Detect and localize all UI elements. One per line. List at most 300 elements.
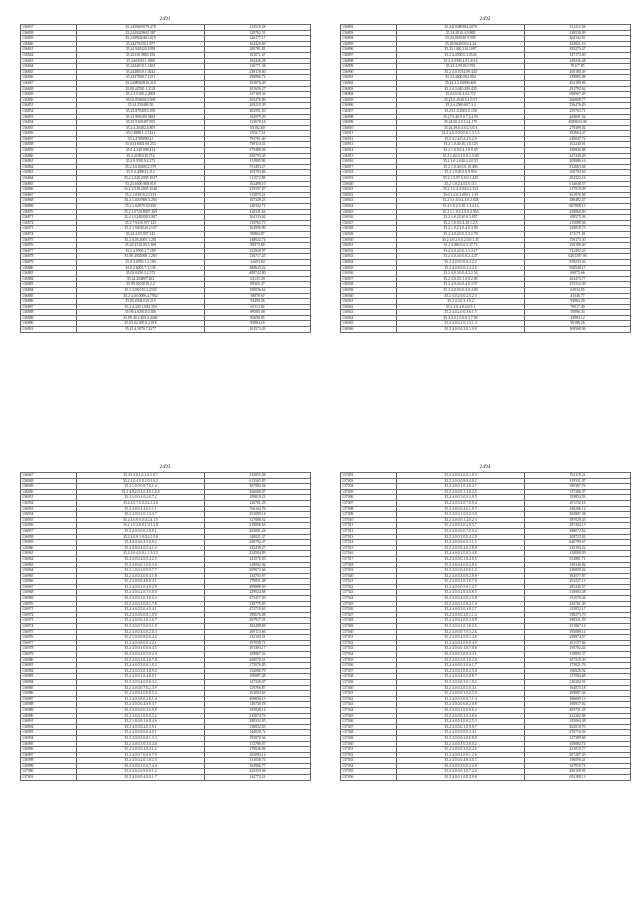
row-id-cell: 137033: [341, 646, 397, 652]
coordinate-cell: 35.2 1.0.2.4.03.0.113: [397, 181, 525, 187]
row-id-cell: 136848: [21, 86, 77, 92]
row-id-cell: 136867: [21, 192, 77, 198]
row-id-cell: 137023: [341, 590, 397, 596]
value-cell: 147169.34: [205, 92, 311, 98]
row-id-cell: 136908: [341, 114, 397, 120]
value-cell: 80975.88: [205, 243, 311, 249]
row-id-cell: 136885: [21, 293, 77, 299]
coordinate-cell: 35.2 4.0.0.0.4.0.0.4.1: [77, 579, 205, 585]
row-id-cell: 136905: [341, 97, 397, 103]
coordinate-table: [340, 24, 631, 333]
value-cell: 266808.77: [525, 97, 631, 103]
row-id-cell: 136983: [21, 674, 77, 680]
value-cell: 198273.70: [525, 612, 631, 618]
coordinate-cell: 35.2 4.0.0.4.0.0.1.4.8: [397, 635, 525, 641]
value-cell: 180781.81: [205, 47, 311, 53]
value-cell: 109867.32: [205, 652, 311, 658]
value-cell: 751493.27: [205, 164, 311, 170]
value-cell: 234584.89: [205, 551, 311, 557]
row-id-cell: 136888: [21, 310, 77, 316]
coordinate-cell: 35.2 4.0.0.2.0.1.0.7.0: [397, 579, 525, 585]
coordinate-cell: 35.24.4.05.007.243: [77, 231, 205, 237]
value-cell: 667808.13: [525, 204, 631, 210]
coordinate-cell: 35.2 1.1.0.0.2.0.0.4.955: [397, 209, 525, 215]
row-id-cell: 136976: [21, 635, 77, 641]
coordinate-cell: 35.2 4.0.0.1.0.1.0.2.5: [397, 624, 525, 630]
row-id-cell: 136880: [21, 265, 77, 271]
coordinate-cell: 35.2 1.0.0.1.0.2.0.7.2: [77, 495, 205, 501]
row-id-cell: 136873: [21, 226, 77, 232]
coordinate-cell: 35.24.0.02.4.02.772: [397, 92, 525, 98]
row-id-cell: 137028: [341, 618, 397, 624]
row-id-cell: 136865: [21, 181, 77, 187]
coordinate-cell: 35.2 4.0.0.1.0.0.2.1.9: [397, 601, 525, 607]
value-cell: 279309.02: [525, 125, 631, 131]
value-cell: 290109.95: [525, 769, 631, 775]
row-id-cell: 136893: [341, 30, 397, 36]
table-row: [21, 327, 311, 333]
coordinate-cell: 35.2448010.1.0242: [77, 69, 205, 75]
value-cell: 266009.13: [525, 696, 631, 702]
coordinate-cell: 35.2 2.428.2005.1047: [77, 176, 205, 182]
row-id-cell: 136975: [21, 629, 77, 635]
row-id-cell: 136989: [21, 707, 77, 713]
page-number: 2491: [159, 16, 171, 22]
value-cell: 6201307.00: [525, 254, 631, 260]
value-cell: 222359.56: [205, 769, 311, 775]
row-id-cell: 136886: [21, 299, 77, 305]
page-number: 2493: [159, 464, 171, 470]
coordinate-cell: 35.2 4 5100.2.2004: [77, 92, 205, 98]
row-id-cell: 137026: [341, 607, 397, 613]
row-id-cell: 136949: [21, 484, 77, 490]
coordinate-cell: 35.2 4108.010.716: [77, 153, 205, 159]
row-id-cell: 136891: [21, 327, 77, 333]
coordinate-cell: 35.2 4.0.0.0.3.0.0.4.5: [397, 747, 525, 753]
row-id-cell: 136948: [21, 478, 77, 484]
coordinate-cell: 35.2 1.0.05.0.0.9.954: [397, 170, 525, 176]
value-cell: 90804.87: [205, 231, 311, 237]
coordinate-cell: 35.2 4.0.0.2.0.4.0.2.9: [77, 584, 205, 590]
coordinate-cell: 35.0 4.409023.312: [77, 170, 205, 176]
value-cell: 117019.09: [525, 187, 631, 193]
coordinate-cell: 35.24.00.2.0.14.4.179: [397, 120, 525, 126]
value-cell: 439763.71: [525, 108, 631, 114]
value-cell: 231019.77: [525, 747, 631, 753]
coordinate-cell: 35.2447000.7.1251: [77, 75, 205, 81]
value-cell: 471171.81: [525, 231, 631, 237]
row-id-cell: 136878: [21, 254, 77, 260]
coordinate-cell: 35.2448020810.218: [77, 80, 205, 86]
row-id-cell: 137045: [341, 713, 397, 719]
row-id-cell: 137047: [341, 724, 397, 730]
value-cell: 140821.37: [205, 534, 311, 540]
coordinate-cell: 35.2 4.0.0.0.4.0.0.3.7: [77, 702, 205, 708]
coordinate-cell: 35.2 4.0.0.0.3.0.1.0.2: [397, 679, 525, 685]
row-id-cell: 136857: [21, 136, 77, 142]
row-id-cell: 137031: [341, 635, 397, 641]
row-id-cell: 136928: [341, 226, 397, 232]
value-cell: 137286.07: [525, 489, 631, 495]
coordinate-cell: 35.2 9.95019.4.173: [77, 159, 205, 165]
row-id-cell: 136919: [341, 176, 397, 182]
coordinate-cell: 35.2 1.0.2.040.4.2.0.55: [397, 159, 525, 165]
coordinate-cell: 35.2 4.0.0.4.0.0.2.5.8: [397, 596, 525, 602]
coordinate-cell: 35.2 4.0.4.0.0.0.6.1.3.5.5: [397, 131, 525, 137]
value-cell: 291792.62: [525, 86, 631, 92]
value-cell: 105028.14: [205, 707, 311, 713]
value-cell: 475417.50: [205, 596, 311, 602]
coordinate-cell: 35.2 1.020.800.3.204: [77, 198, 205, 204]
coordinate-cell: 35.24.050330.9.905: [397, 36, 525, 42]
coordinate-cell: 35.2 4.0.0.2.0.0.1.7.8: [77, 601, 205, 607]
row-id-cell: 136962: [21, 556, 77, 562]
value-cell: 302907.38: [525, 512, 631, 518]
coordinate-cell: 35.2 4.0.0.4.0.0.0.8.7: [397, 674, 525, 680]
coordinate-cell: 35.24.49.0.4.0.2.3.0.3: [397, 125, 525, 131]
coordinate-table: [340, 472, 631, 781]
coordinate-cell: 35.2 1.0.2.0.0.1.0.1.2.8: [77, 523, 205, 529]
row-id-cell: 137046: [341, 719, 397, 725]
row-id-cell: 136966: [21, 579, 77, 585]
value-cell: 123518.28: [205, 25, 311, 31]
row-id-cell: 136895: [341, 41, 397, 47]
coordinate-cell: 35.2443029843.587: [77, 30, 205, 36]
value-cell: 263721.35: [525, 707, 631, 713]
row-id-cell: 136898: [341, 58, 397, 64]
value-cell: 219331.07: [525, 478, 631, 484]
coordinate-cell: 35.2 6.05.2005.1.281: [77, 237, 205, 243]
coordinate-cell: 35.2 4.0.0.2.0.1.3.3.7: [77, 512, 205, 518]
value-cell: 712492.23: [525, 248, 631, 254]
coordinate-cell: 35.2 4.0.0.8.0.2.0.1.4: [77, 696, 205, 702]
coordinate-cell: 35.2 4.0.0.5.0.1.0.2.9: [397, 657, 525, 663]
row-id-cell: 136991: [21, 719, 77, 725]
value-cell: 226302.91: [525, 679, 631, 685]
row-id-cell: 136930: [341, 237, 397, 243]
value-cell: 613565.85: [205, 478, 311, 484]
row-id-cell: 136942: [341, 304, 397, 310]
row-id-cell: 136876: [21, 243, 77, 249]
coordinate-cell: 35.2 4.0.0.3.0.2.0.7.8: [77, 657, 205, 663]
row-id-cell: 136837: [21, 25, 77, 31]
value-cell: 179036.96: [205, 747, 311, 753]
row-id-cell: 137048: [341, 730, 397, 736]
value-cell: 22603.84: [205, 259, 311, 265]
row-id-cell: 136884: [21, 287, 77, 293]
row-id-cell: 136920: [341, 181, 397, 187]
value-cell: 126377.17: [205, 36, 311, 42]
coordinate-cell: 35.2 4.0.0.1.4.0.5.1.1: [77, 506, 205, 512]
coordinate-cell: 35.0 4.240.008.414: [77, 148, 205, 154]
row-id-cell: 136997: [21, 752, 77, 758]
coordinate-cell: 35.2 4.0.0.5.0.0.1.8.2: [77, 663, 205, 669]
value-cell: 102240.81: [525, 142, 631, 148]
row-id-cell: 136967: [21, 584, 77, 590]
row-id-cell: 136904: [341, 92, 397, 98]
coordinate-cell: 35.2 4.0.0.0.4.0.2.1.2: [77, 747, 205, 753]
value-cell: 208792.47: [205, 540, 311, 546]
value-cell: 162498.10: [205, 181, 311, 187]
value-cell: 196090.41: [525, 758, 631, 764]
row-id-cell: 136877: [21, 248, 77, 254]
coordinate-cell: 35.2 4.0.0.8.0.0.4.0.1: [77, 730, 205, 736]
value-cell: 111572.88: [205, 176, 311, 182]
coordinate-cell: 35.2 4.0.0.3.0.0.7.1.3: [397, 696, 525, 702]
coordinate-cell: 35.2 4.0.0.2.0.1.0.2.3: [77, 758, 205, 764]
value-cell: 173021.76: [525, 663, 631, 669]
row-id-cell: 136996: [21, 747, 77, 753]
coordinate-cell: 35.2 4.0.0.4.0.5.4.1.0: [77, 545, 205, 551]
row-id-cell: 136981: [21, 663, 77, 669]
value-cell: 259869.80: [525, 209, 631, 215]
row-id-cell: 137043: [341, 702, 397, 708]
value-cell: 132103.51: [205, 635, 311, 641]
value-cell: 291152.16: [525, 500, 631, 506]
row-id-cell: 136894: [341, 36, 397, 42]
row-id-cell: 136978: [21, 646, 77, 652]
value-cell: 89585.08: [205, 310, 311, 316]
coordinate-cell: 35.0 2.6005.7.1.136: [77, 265, 205, 271]
value-cell: 136771.38: [205, 64, 311, 70]
row-id-cell: 136843: [21, 58, 77, 64]
value-cell: 143855.08: [205, 473, 311, 479]
coordinate-cell: 35.2 4.0.0.1.0.0.2.5.0: [397, 668, 525, 674]
value-cell: 620799.67: [525, 540, 631, 546]
value-cell: 150346.84: [525, 562, 631, 568]
value-cell: 253312.49: [525, 282, 631, 288]
value-cell: 172780.07: [205, 741, 311, 747]
row-id-cell: 136862: [21, 164, 77, 170]
row-id-cell: 136999: [21, 763, 77, 769]
coordinate-cell: 35.23.0.4540.5.1.0.57: [397, 97, 525, 103]
coordinate-cell: 35.2 4.0.0.0.5.0.1.2.7: [397, 584, 525, 590]
value-cell: 690967.49: [525, 92, 631, 98]
coordinate-cell: 35.25 9160407.853: [77, 120, 205, 126]
coordinate-cell: 35.2 4.0.7.0.0.0.4.1.2.6: [77, 500, 205, 506]
row-id-cell: 137041: [341, 691, 397, 697]
row-id-cell: 137051: [341, 747, 397, 753]
coordinate-cell: 35.24 840320.1958: [77, 47, 205, 53]
row-id-cell: 136957: [21, 528, 77, 534]
value-cell: 301659.27: [205, 86, 311, 92]
value-cell: 100087.48: [205, 674, 311, 680]
row-id-cell: 136977: [21, 640, 77, 646]
row-id-cell: 137008: [341, 506, 397, 512]
value-cell: 310903.38: [525, 590, 631, 596]
row-id-cell: 137022: [341, 584, 397, 590]
value-cell: 105703.86: [205, 170, 311, 176]
coordinate-cell: 35.2 4.0.0.1.0.3.0.0.2: [397, 741, 525, 747]
row-id-cell: 136845: [21, 69, 77, 75]
value-cell: 209072.66: [205, 568, 311, 574]
coordinate-cell: 35.24 4.09.010.769: [397, 64, 525, 70]
row-id-cell: 136946: [341, 327, 397, 333]
coordinate-cell: 35.2 1.9401020.2147: [77, 226, 205, 232]
coordinate-cell: 35.2 4.0.0.1.0.0.0.3.2: [77, 713, 205, 719]
value-cell: 180482.37: [525, 198, 631, 204]
value-cell: 190397.76: [525, 484, 631, 490]
row-id-cell: 137030: [341, 629, 397, 635]
row-id-cell: 136968: [21, 590, 77, 596]
row-id-cell: 137035: [341, 657, 397, 663]
value-cell: 89365.37: [205, 282, 311, 288]
coordinate-cell: 35.2 4.0.0.0.2.0.6.1.7: [397, 663, 525, 669]
coordinate-cell: 35.0 4880.1.2.1421: [77, 131, 205, 137]
row-id-cell: 136938: [341, 282, 397, 288]
row-id-cell: 136847: [21, 80, 77, 86]
row-id-cell: 136959: [21, 540, 77, 546]
coordinate-cell: 35.24 2010.4.9.908: [397, 30, 525, 36]
row-id-cell: 136887: [21, 304, 77, 310]
row-id-cell: 136869: [21, 204, 77, 210]
value-cell: 263475.77: [525, 276, 631, 282]
row-id-cell: 136916: [341, 159, 397, 165]
coordinate-cell: 35.2 4.0.0.3.0.2.0.5.7: [397, 523, 525, 529]
value-cell: 443821.10: [525, 41, 631, 47]
value-cell: 148022.74: [205, 237, 311, 243]
coordinate-cell: 35.24430251.1080: [77, 58, 205, 64]
table-row: [341, 775, 631, 781]
coordinate-cell: 35.2 4.060.0.0.3.37.71: [397, 243, 525, 249]
coordinate-cell: 35.2 4.0.0.4.0.0.2.5.3: [397, 719, 525, 725]
value-cell: 514048.57: [525, 181, 631, 187]
row-id-cell: 136868: [21, 198, 77, 204]
row-id-cell: 137015: [341, 545, 397, 551]
value-cell: 347439.29: [525, 153, 631, 159]
coordinate-cell: 35.2 4.0.9.0.0.0.2.4.1.5: [77, 517, 205, 523]
row-id-cell: 136947: [21, 473, 77, 479]
row-id-cell: 136918: [341, 170, 397, 176]
value-cell: 70117.85: [525, 64, 631, 70]
row-id-cell: 136985: [21, 685, 77, 691]
value-cell: 123670.18: [205, 120, 311, 126]
value-cell: 108575.36: [525, 215, 631, 221]
row-id-cell: 137024: [341, 596, 397, 602]
coordinate-cell: 35.2 4.0.9.0.0.4.0.4.00: [397, 287, 525, 293]
row-id-cell: 137055: [341, 769, 397, 775]
row-id-cell: 136903: [341, 86, 397, 92]
row-id-cell: 136851: [21, 103, 77, 109]
coordinate-cell: 35.2419280384.2078: [397, 25, 525, 31]
value-cell: 193089.14: [525, 629, 631, 635]
value-cell: 798113.31: [205, 142, 311, 148]
row-id-cell: 137056: [341, 775, 397, 781]
value-cell: 162906.77: [205, 763, 311, 769]
coordinate-cell: 35.2 1.0720.8007.269: [77, 209, 205, 215]
row-id-cell: 137004: [341, 484, 397, 490]
row-id-cell: 136925: [341, 209, 397, 215]
coordinate-cell: 35.2 4.0.0.1.0.4.0.0.1: [77, 674, 205, 680]
coordinate-cell: 35.2 2.910.2005.1046: [77, 187, 205, 193]
value-cell: 164075.18: [525, 685, 631, 691]
row-id-cell: 136992: [21, 724, 77, 730]
coordinate-cell: 35.24270230.1.877: [77, 41, 205, 47]
row-id-cell: 136883: [21, 282, 77, 288]
value-cell: 582664.47: [525, 131, 631, 137]
coordinate-cell: 35.2 4.0.0.0.0.2.0.9.8: [77, 707, 205, 713]
coordinate-cell: 35.2 1.0.0.0.0.7.0.1.4: [77, 484, 205, 490]
value-cell: 180917.02: [525, 702, 631, 708]
coordinate-cell: 35.09.0102010.2.2: [77, 282, 205, 288]
value-cell: 209886.16: [525, 159, 631, 165]
row-id-cell: 136901: [341, 75, 397, 81]
row-id-cell: 136935: [341, 265, 397, 271]
value-cell: 379488.56: [205, 148, 311, 154]
coordinate-cell: 35.25.1440.310.1087: [397, 47, 525, 53]
value-cell: 236476.83: [525, 103, 631, 109]
row-id-cell: 136929: [341, 231, 397, 237]
value-cell: 135193.22: [525, 545, 631, 551]
row-id-cell: 136842: [21, 52, 77, 58]
coordinate-cell: 35.24.2.5.04090.400: [397, 80, 525, 86]
coordinate-cell: 35.2 4.0.0.1.0.0.2.3.0: [397, 512, 525, 518]
row-id-cell: 136853: [21, 114, 77, 120]
row-id-cell: 137019: [341, 568, 397, 574]
row-id-cell: 136980: [21, 657, 77, 663]
row-id-cell: 136913: [341, 142, 397, 148]
value-cell: 338885.88: [525, 75, 631, 81]
coordinate-cell: 35.2 4.0.0.0.1.0.7.2.4: [397, 769, 525, 775]
coordinate-cell: 35.2 4.0.0.2.0.0.1.2.6: [397, 752, 525, 758]
coordinate-cell: 35.2 4.0.0.2.0.0.4.2.5: [77, 556, 205, 562]
row-id-cell: 137039: [341, 679, 397, 685]
coordinate-cell: 35.2 4.0700.1.7.189: [77, 248, 205, 254]
table-row: [341, 327, 631, 333]
value-cell: 2352.7.34: [205, 131, 311, 137]
coordinate-cell: 35.2 4.0.0.5.0.0.1.9.5: [397, 495, 525, 501]
value-cell: 200793.45: [205, 153, 311, 159]
value-cell: 182077.87: [525, 573, 631, 579]
value-cell: 126701.29: [205, 500, 311, 506]
value-cell: 85884.18: [205, 321, 311, 327]
coordinate-cell: 35.2 4.0.0.0.1.0.7.0.6: [397, 646, 525, 652]
coordinate-cell: 35.23 4.0.1.0.1.0.5.0.7: [77, 473, 205, 479]
value-cell: 101303.17: [205, 646, 311, 652]
row-id-cell: 136998: [21, 758, 77, 764]
value-cell: 131058.74: [205, 758, 311, 764]
coordinate-cell: 35.09.4302008.1.283: [77, 254, 205, 260]
row-id-cell: 137007: [341, 500, 397, 506]
coordinate-cell: 35.2 4.0.0.5.0.0.1.3.3: [77, 735, 205, 741]
row-id-cell: 137005: [341, 489, 397, 495]
value-cell: 290846.88: [525, 148, 631, 154]
value-cell: 120019.75: [525, 226, 631, 232]
coordinate-cell: 35.2 1.03010.2.5152: [77, 192, 205, 198]
value-cell: 140332.71: [205, 204, 311, 210]
value-cell: 202001.26: [205, 528, 311, 534]
value-cell: 62934.05: [525, 287, 631, 293]
coordinate-cell: 35.24.4600.004.004: [397, 75, 525, 81]
row-id-cell: 136899: [341, 64, 397, 70]
row-id-cell: 136839: [21, 36, 77, 42]
row-id-cell: 137003: [341, 478, 397, 484]
coordinate-cell: 35.2 4.0.1034.09.444: [397, 69, 525, 75]
value-cell: 121576.05: [205, 556, 311, 562]
row-id-cell: 136936: [341, 271, 397, 277]
value-cell: 196286.12: [525, 506, 631, 512]
row-id-cell: 136852: [21, 108, 77, 114]
coordinate-cell: 35.2 4.0.0.0.1.0.9.0.7: [397, 724, 525, 730]
value-cell: 144020.72: [205, 730, 311, 736]
row-id-cell: 136915: [341, 153, 397, 159]
coordinate-cell: 35.2 4.0.0.0.9.0.0.1.2: [77, 769, 205, 775]
coordinate-cell: 35.2 7.9410.977.125: [77, 220, 205, 226]
value-cell: 70017.49: [525, 304, 631, 310]
row-id-cell: 136924: [341, 204, 397, 210]
coordinate-cell: 35.2 4.0.0.0.1.0.0.3.0: [77, 562, 205, 568]
value-cell: 793701.40: [205, 136, 311, 142]
